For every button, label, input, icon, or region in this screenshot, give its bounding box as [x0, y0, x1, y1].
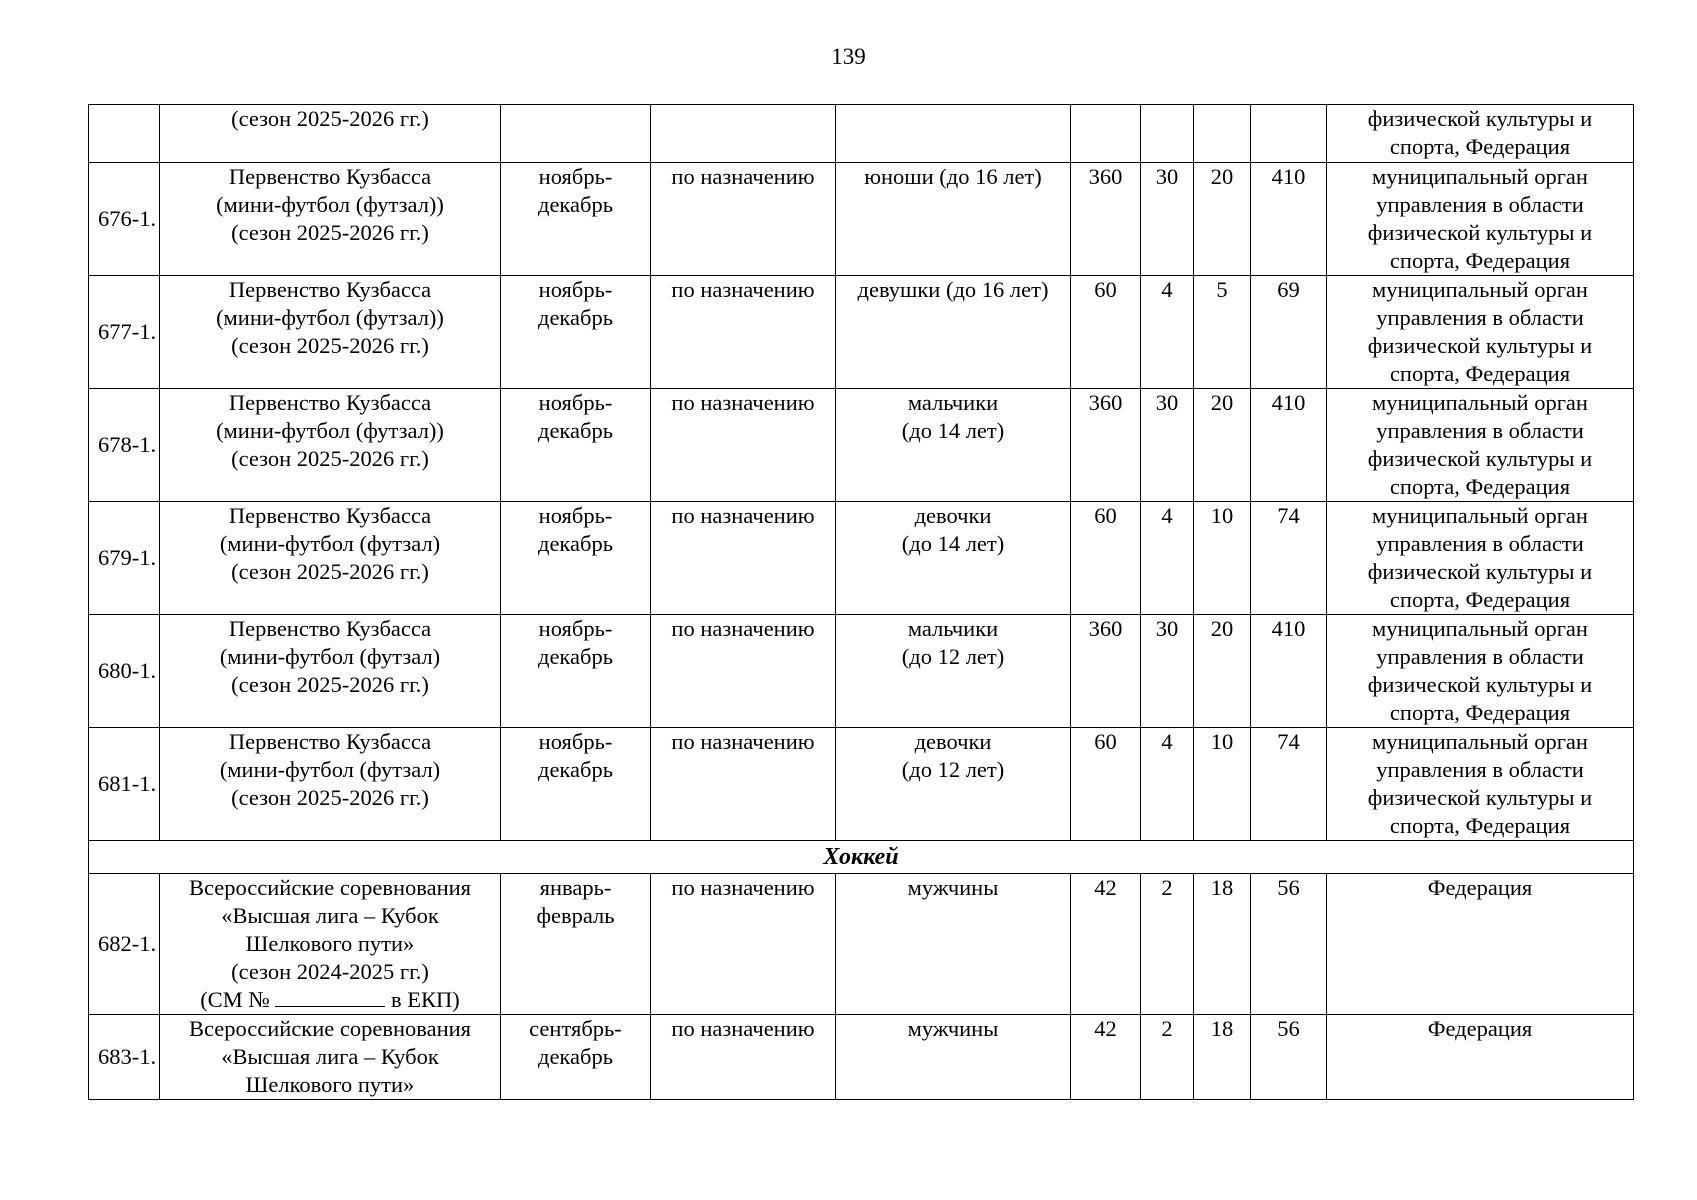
name-line: «Высшая лига – Кубок [221, 1044, 439, 1069]
participants-cell [836, 1015, 1071, 1100]
count-2-cell [1141, 163, 1194, 276]
organizer-line: физической культуры и [1367, 220, 1593, 245]
participants-cell [836, 615, 1071, 728]
name-line: Первенство Кузбасса [228, 390, 432, 415]
name-line: (мини-футбол (футзал)) [216, 305, 444, 330]
place-cell [651, 728, 836, 841]
count-total-cell [1251, 728, 1327, 841]
participants-line: девочки [914, 503, 992, 528]
organizer-line: управления в области [1376, 305, 1584, 330]
period-cell [501, 276, 651, 389]
row-number-cell [89, 276, 160, 389]
event-name-cell [160, 276, 501, 389]
row-number-cell [89, 728, 160, 841]
name-line: (сезон 2025-2026 гг.) [231, 559, 429, 584]
period-line: декабрь [538, 1044, 613, 1069]
count-total-cell [1251, 389, 1327, 502]
count-total-cell [1251, 502, 1327, 615]
count-2-cell [1141, 502, 1194, 615]
period-line: ноябрь- [538, 729, 613, 754]
count-3-cell [1194, 615, 1251, 728]
events-table [88, 104, 1634, 1100]
organizer-line: физической культуры и [1367, 446, 1593, 471]
ekp-prefix: (СМ № [200, 987, 270, 1012]
count-3-cell [1194, 163, 1251, 276]
count-1-cell [1071, 1015, 1141, 1100]
period-line: декабрь [538, 418, 613, 443]
name-line: Всероссийские соревнования [188, 1016, 472, 1041]
name-line: Первенство Кузбасса [228, 164, 432, 189]
count-2-cell [1141, 105, 1194, 163]
participants-line: девушки (до 16 лет) [857, 277, 1049, 302]
count-2: 2 [1161, 875, 1173, 900]
participants-line: мальчики [907, 616, 999, 641]
count-3: 18 [1210, 875, 1234, 900]
participants-cell [836, 105, 1071, 163]
count-3-cell [1194, 502, 1251, 615]
organizer-line: управления в области [1376, 418, 1584, 443]
count-2: 30 [1155, 164, 1179, 189]
organizer-cell [1327, 389, 1634, 502]
organizer-cell [1327, 874, 1634, 1015]
row-number: 679-1. [98, 545, 157, 570]
period-line: январь- [539, 875, 612, 900]
row-number: 676-1. [98, 206, 157, 231]
organizer-line: спорта, Федерация [1389, 134, 1571, 159]
name-line: (сезон 2025-2026 гг.) [231, 333, 429, 358]
organizer-line: физической культуры и [1367, 333, 1593, 358]
organizer-line: Федерация [1427, 1016, 1533, 1041]
count-2-cell [1141, 276, 1194, 389]
organizer-line: муниципальный орган [1372, 729, 1588, 754]
place: по назначению [671, 277, 815, 302]
period-line: сентябрь- [529, 1016, 622, 1041]
count-total: 56 [1277, 875, 1300, 900]
count-1: 60 [1094, 277, 1117, 302]
section-row [89, 841, 1634, 874]
place-cell [651, 163, 836, 276]
period-line: декабрь [538, 644, 613, 669]
period-cell [501, 615, 651, 728]
name-line: (мини-футбол (футзал) [219, 644, 441, 669]
organizer-line: управления в области [1376, 192, 1584, 217]
count-3-cell [1194, 276, 1251, 389]
count-total: 410 [1271, 164, 1306, 189]
name-line: (сезон 2025-2026 гг.) [231, 106, 429, 131]
participants-line: мужчины [907, 875, 999, 900]
participants-cell [836, 728, 1071, 841]
row-number: 681-1. [98, 771, 157, 796]
count-total-cell [1251, 1015, 1327, 1100]
event-name-cell [160, 874, 501, 1015]
row-number-cell [89, 615, 160, 728]
count-total-cell [1251, 163, 1327, 276]
organizer-line: физической культуры и [1367, 672, 1593, 697]
count-2-cell [1141, 389, 1194, 502]
event-name-cell [160, 615, 501, 728]
row-number: 680-1. [98, 658, 157, 683]
participants-line: (до 14 лет) [901, 418, 1005, 443]
count-1-cell [1071, 105, 1141, 163]
period-cell [501, 874, 651, 1015]
period-line: ноябрь- [538, 164, 613, 189]
count-1: 60 [1094, 503, 1117, 528]
period-line: ноябрь- [538, 390, 613, 415]
count-2-cell [1141, 615, 1194, 728]
rows-after [89, 874, 1634, 1100]
count-2: 30 [1155, 616, 1179, 641]
event-name-cell [160, 502, 501, 615]
table-row [89, 389, 1634, 502]
organizer-cell [1327, 728, 1634, 841]
row-number-cell [89, 874, 160, 1015]
period-cell [501, 163, 651, 276]
event-name-cell [160, 728, 501, 841]
count-2: 30 [1155, 390, 1179, 415]
organizer-line: муниципальный орган [1372, 503, 1588, 528]
count-1-cell [1071, 502, 1141, 615]
row-number-cell [89, 105, 160, 163]
count-total: 56 [1277, 1016, 1300, 1041]
organizer-line: физической культуры и [1367, 106, 1593, 131]
place: по назначению [671, 616, 815, 641]
count-1-cell [1071, 163, 1141, 276]
count-total: 74 [1277, 503, 1300, 528]
row-number-cell [89, 163, 160, 276]
ekp-suffix: в ЕКП) [391, 987, 460, 1012]
organizer-line: управления в области [1376, 757, 1584, 782]
count-3: 20 [1210, 164, 1234, 189]
count-3: 10 [1210, 729, 1234, 754]
participants-cell [836, 276, 1071, 389]
event-name-cell [160, 105, 501, 163]
count-3: 20 [1210, 390, 1234, 415]
ekp-reference [162, 986, 498, 1014]
participants-cell [836, 389, 1071, 502]
row-number: 682-1. [98, 931, 157, 956]
name-line: Первенство Кузбасса [228, 503, 432, 528]
organizer-line: спорта, Федерация [1389, 248, 1571, 273]
count-1: 360 [1088, 164, 1123, 189]
name-line: Шелкового пути» [245, 1072, 415, 1097]
event-name-cell [160, 389, 501, 502]
name-line: «Высшая лига – Кубок [221, 903, 439, 928]
count-total: 69 [1277, 277, 1300, 302]
period-line: декабрь [538, 531, 613, 556]
name-line: Первенство Кузбасса [228, 729, 432, 754]
name-line: (мини-футбол (футзал) [219, 757, 441, 782]
period-cell [501, 389, 651, 502]
count-2-cell [1141, 874, 1194, 1015]
count-total: 410 [1271, 390, 1306, 415]
participants-line: (до 12 лет) [901, 644, 1005, 669]
organizer-cell [1327, 276, 1634, 389]
count-1-cell [1071, 728, 1141, 841]
period-line: декабрь [538, 305, 613, 330]
name-line: (мини-футбол (футзал)) [216, 418, 444, 443]
count-total-cell [1251, 105, 1327, 163]
place-cell [651, 105, 836, 163]
count-1: 42 [1094, 1016, 1117, 1041]
place: по назначению [671, 1016, 815, 1041]
place: по назначению [671, 503, 815, 528]
count-3-cell [1194, 389, 1251, 502]
count-3: 18 [1210, 1016, 1234, 1041]
name-line: (сезон 2025-2026 гг.) [231, 672, 429, 697]
count-total-cell [1251, 276, 1327, 389]
organizer-line: муниципальный орган [1372, 277, 1588, 302]
period-line: декабрь [538, 192, 613, 217]
row-number: 678-1. [98, 432, 157, 457]
participants-line: мужчины [907, 1016, 999, 1041]
organizer-line: спорта, Федерация [1389, 813, 1571, 838]
participants-line: (до 12 лет) [901, 757, 1005, 782]
organizer-cell [1327, 163, 1634, 276]
name-line: (сезон 2025-2026 гг.) [231, 446, 429, 471]
row-number-cell [89, 1015, 160, 1100]
ekp-blank-line [275, 988, 385, 1007]
count-2-cell [1141, 1015, 1194, 1100]
place-cell [651, 502, 836, 615]
page-number: 139 [831, 44, 866, 69]
participants-cell [836, 874, 1071, 1015]
table-row [89, 874, 1634, 1015]
participants-line: девочки [914, 729, 992, 754]
rows-before [89, 105, 1634, 841]
count-2: 2 [1161, 1016, 1173, 1041]
count-3-cell [1194, 105, 1251, 163]
place: по назначению [671, 875, 815, 900]
organizer-line: физической культуры и [1367, 559, 1593, 584]
participants-cell [836, 502, 1071, 615]
count-3-cell [1194, 728, 1251, 841]
count-3: 5 [1216, 277, 1228, 302]
participants-line: (до 14 лет) [901, 531, 1005, 556]
row-number-cell [89, 389, 160, 502]
event-name-cell [160, 163, 501, 276]
place: по назначению [671, 390, 815, 415]
count-1: 60 [1094, 729, 1117, 754]
count-2-cell [1141, 728, 1194, 841]
count-1-cell [1071, 389, 1141, 502]
participants-cell [836, 163, 1071, 276]
organizer-line: управления в области [1376, 531, 1584, 556]
place-cell [651, 615, 836, 728]
period-line: февраль [536, 903, 615, 928]
table-row [89, 163, 1634, 276]
name-line: (сезон 2025-2026 гг.) [231, 220, 429, 245]
table-row [89, 728, 1634, 841]
table-row [89, 105, 1634, 163]
organizer-line: спорта, Федерация [1389, 587, 1571, 612]
organizer-line: муниципальный орган [1372, 616, 1588, 641]
count-1-cell [1071, 615, 1141, 728]
period-line: ноябрь- [538, 616, 613, 641]
name-line: Шелкового пути» [245, 931, 415, 956]
row-number-cell [89, 502, 160, 615]
name-line: (сезон 2025-2026 гг.) [231, 785, 429, 810]
period-cell [501, 502, 651, 615]
count-total: 74 [1277, 729, 1300, 754]
period-cell [501, 1015, 651, 1100]
place-cell [651, 874, 836, 1015]
row-number: 677-1. [98, 319, 157, 344]
count-2: 4 [1161, 729, 1173, 754]
place: по назначению [671, 164, 815, 189]
table-row [89, 276, 1634, 389]
name-line: Первенство Кузбасса [228, 616, 432, 641]
name-line: (сезон 2024-2025 гг.) [231, 959, 429, 984]
count-3-cell [1194, 874, 1251, 1015]
organizer-cell [1327, 105, 1634, 163]
place: по назначению [671, 729, 815, 754]
participants-line: юноши (до 16 лет) [864, 164, 1042, 189]
organizer-cell [1327, 615, 1634, 728]
organizer-line: управления в области [1376, 644, 1584, 669]
count-total-cell [1251, 874, 1327, 1015]
table-row [89, 615, 1634, 728]
period-cell [501, 105, 651, 163]
organizer-line: муниципальный орган [1372, 164, 1588, 189]
organizer-line: спорта, Федерация [1389, 361, 1571, 386]
count-1-cell [1071, 874, 1141, 1015]
place-cell [651, 389, 836, 502]
row-number: 683-1. [98, 1044, 157, 1069]
period-line: ноябрь- [538, 503, 613, 528]
period-cell [501, 728, 651, 841]
event-name-cell [160, 1015, 501, 1100]
count-3-cell [1194, 1015, 1251, 1100]
table-row [89, 1015, 1634, 1100]
count-3: 20 [1210, 616, 1234, 641]
count-1: 360 [1088, 616, 1123, 641]
place-cell [651, 1015, 836, 1100]
period-line: декабрь [538, 757, 613, 782]
count-3: 10 [1210, 503, 1234, 528]
organizer-line: спорта, Федерация [1389, 474, 1571, 499]
name-line: (мини-футбол (футзал) [219, 531, 441, 556]
count-1-cell [1071, 276, 1141, 389]
count-2: 4 [1161, 277, 1173, 302]
participants-line: мальчики [907, 390, 999, 415]
organizer-line: физической культуры и [1367, 785, 1593, 810]
organizer-line: муниципальный орган [1372, 390, 1588, 415]
organizer-cell [1327, 1015, 1634, 1100]
organizer-line: спорта, Федерация [1389, 700, 1571, 725]
count-total-cell [1251, 615, 1327, 728]
organizer-cell [1327, 502, 1634, 615]
count-2: 4 [1161, 503, 1173, 528]
count-1: 42 [1094, 875, 1117, 900]
name-line: Всероссийские соревнования [188, 875, 472, 900]
count-1: 360 [1088, 390, 1123, 415]
period-line: ноябрь- [538, 277, 613, 302]
place-cell [651, 276, 836, 389]
section-cell [89, 841, 1634, 874]
organizer-line: Федерация [1427, 875, 1533, 900]
name-line: (мини-футбол (футзал)) [216, 192, 444, 217]
count-total: 410 [1271, 616, 1306, 641]
name-line: Первенство Кузбасса [228, 277, 432, 302]
section-title: Хоккей [823, 844, 899, 870]
table-row [89, 502, 1634, 615]
